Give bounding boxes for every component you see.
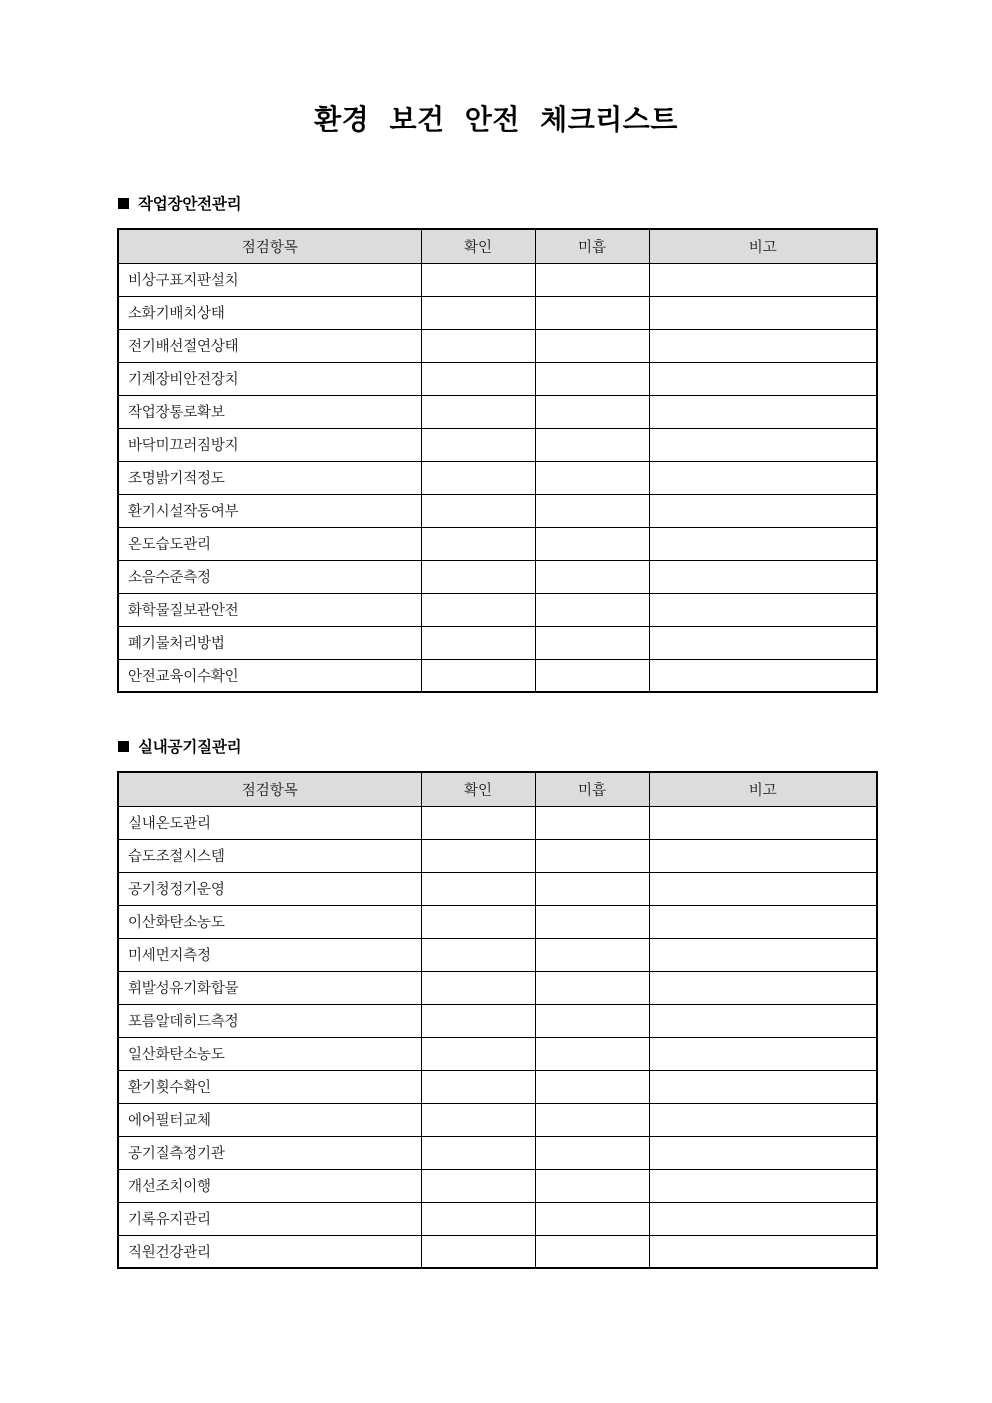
check-ok-cell[interactable] — [421, 461, 535, 494]
checklist-item-label: 습도조절시스템 — [118, 839, 421, 872]
column-header-bad: 미흡 — [535, 772, 649, 806]
checklist-item-label: 휘발성유기화합물 — [118, 971, 421, 1004]
check-bad-cell[interactable] — [535, 806, 649, 839]
note-cell[interactable] — [649, 1169, 877, 1202]
checklist-item-label: 폐기물처리방법 — [118, 626, 421, 659]
note-cell[interactable] — [649, 593, 877, 626]
column-header-bad: 미흡 — [535, 229, 649, 263]
checklist-item-label: 바닥미끄러짐방지 — [118, 428, 421, 461]
table-row — [118, 1037, 877, 1070]
section-heading-label: 실내공기질관리 — [138, 738, 242, 756]
column-header-note: 비고 — [649, 772, 877, 806]
check-bad-cell[interactable] — [535, 1136, 649, 1169]
check-bad-cell[interactable] — [535, 593, 649, 626]
check-ok-cell[interactable] — [421, 494, 535, 527]
check-bad-cell[interactable] — [535, 560, 649, 593]
table-row — [118, 593, 877, 626]
table-row — [118, 461, 877, 494]
table-row — [118, 971, 877, 1004]
note-cell[interactable] — [649, 938, 877, 971]
checklist-item-label: 비상구표지판설치 — [118, 263, 421, 296]
note-cell[interactable] — [649, 1103, 877, 1136]
table-row — [118, 839, 877, 872]
table-header-row — [118, 229, 877, 263]
table-row — [118, 1235, 877, 1268]
table-row — [118, 494, 877, 527]
table-row — [118, 1103, 877, 1136]
note-cell[interactable] — [649, 527, 877, 560]
checklist-item-label: 공기질측정기관 — [118, 1136, 421, 1169]
page-title: 환경 보건 안전 체크리스트 — [314, 103, 678, 136]
check-ok-cell[interactable] — [421, 806, 535, 839]
table-row — [118, 395, 877, 428]
checklist-item-label: 실내온도관리 — [118, 806, 421, 839]
table-row — [118, 296, 877, 329]
table-row — [118, 1070, 877, 1103]
checklist-item-label: 기록유지관리 — [118, 1202, 421, 1235]
check-ok-cell[interactable] — [421, 1004, 535, 1037]
checklist-item-label: 소음수준측정 — [118, 560, 421, 593]
column-header-ok: 확인 — [421, 229, 535, 263]
table-row — [118, 428, 877, 461]
note-cell[interactable] — [649, 1037, 877, 1070]
check-ok-cell[interactable] — [421, 395, 535, 428]
checklist-item-label: 개선조치이행 — [118, 1169, 421, 1202]
table-row — [118, 560, 877, 593]
column-header-item: 점검항목 — [118, 772, 421, 806]
check-ok-cell[interactable] — [421, 560, 535, 593]
checklist-item-label: 에어필터교체 — [118, 1103, 421, 1136]
check-bad-cell[interactable] — [535, 527, 649, 560]
check-bad-cell[interactable] — [535, 494, 649, 527]
checklist-item-label: 일산화탄소농도 — [118, 1037, 421, 1070]
note-cell[interactable] — [649, 428, 877, 461]
check-ok-cell[interactable] — [421, 1103, 535, 1136]
checklist-item-label: 화학물질보관안전 — [118, 593, 421, 626]
check-bad-cell[interactable] — [535, 1004, 649, 1037]
table-row — [118, 905, 877, 938]
check-bad-cell[interactable] — [535, 659, 649, 692]
section-bullet-icon — [118, 198, 129, 209]
checklist-item-label: 조명밝기적정도 — [118, 461, 421, 494]
check-bad-cell[interactable] — [535, 296, 649, 329]
column-header-item: 점검항목 — [118, 229, 421, 263]
check-ok-cell[interactable] — [421, 1169, 535, 1202]
check-ok-cell[interactable] — [421, 1070, 535, 1103]
section-heading-label: 작업장안전관리 — [138, 195, 242, 213]
check-ok-cell[interactable] — [421, 1136, 535, 1169]
check-ok-cell[interactable] — [421, 428, 535, 461]
note-cell[interactable] — [649, 1235, 877, 1268]
check-bad-cell[interactable] — [535, 329, 649, 362]
checklist-item-label: 기계장비안전장치 — [118, 362, 421, 395]
table-row — [118, 1202, 877, 1235]
note-cell[interactable] — [649, 560, 877, 593]
section-heading-workplace-safety — [118, 194, 241, 214]
table-row — [118, 1004, 877, 1037]
check-ok-cell[interactable] — [421, 362, 535, 395]
check-ok-cell[interactable] — [421, 263, 535, 296]
table-row — [118, 626, 877, 659]
note-cell[interactable] — [649, 1004, 877, 1037]
section-bullet-icon — [118, 741, 129, 752]
note-cell[interactable] — [649, 1136, 877, 1169]
table-row — [118, 263, 877, 296]
checklist-item-label: 온도습도관리 — [118, 527, 421, 560]
note-cell[interactable] — [649, 494, 877, 527]
table-row — [118, 938, 877, 971]
table-row — [118, 329, 877, 362]
check-bad-cell[interactable] — [535, 971, 649, 1004]
checklist-item-label: 직원건강관리 — [118, 1235, 421, 1268]
note-cell[interactable] — [649, 1202, 877, 1235]
note-cell[interactable] — [649, 329, 877, 362]
check-ok-cell[interactable] — [421, 659, 535, 692]
note-cell[interactable] — [649, 461, 877, 494]
check-ok-cell[interactable] — [421, 905, 535, 938]
check-bad-cell[interactable] — [535, 1037, 649, 1070]
check-ok-cell[interactable] — [421, 1202, 535, 1235]
check-bad-cell[interactable] — [535, 1103, 649, 1136]
note-cell[interactable] — [649, 263, 877, 296]
table-row — [118, 659, 877, 692]
checklist-item-label: 안전교육이수확인 — [118, 659, 421, 692]
check-bad-cell[interactable] — [535, 1202, 649, 1235]
check-ok-cell[interactable] — [421, 626, 535, 659]
note-cell[interactable] — [649, 659, 877, 692]
check-ok-cell[interactable] — [421, 1235, 535, 1268]
note-cell[interactable] — [649, 872, 877, 905]
check-ok-cell[interactable] — [421, 296, 535, 329]
table-row — [118, 1136, 877, 1169]
checklist-item-label: 미세먼지측정 — [118, 938, 421, 971]
checklist-item-label: 소화기배치상태 — [118, 296, 421, 329]
note-cell[interactable] — [649, 626, 877, 659]
checklist-table-workplace-safety — [117, 228, 878, 693]
note-cell[interactable] — [649, 839, 877, 872]
check-bad-cell[interactable] — [535, 428, 649, 461]
check-ok-cell[interactable] — [421, 527, 535, 560]
checklist-item-label: 전기배선절연상태 — [118, 329, 421, 362]
column-header-note: 비고 — [649, 229, 877, 263]
table-row — [118, 1169, 877, 1202]
note-cell[interactable] — [649, 395, 877, 428]
table-row — [118, 362, 877, 395]
table-header-row — [118, 772, 877, 806]
checklist-item-label: 작업장통로확보 — [118, 395, 421, 428]
check-bad-cell[interactable] — [535, 872, 649, 905]
check-bad-cell[interactable] — [535, 1235, 649, 1268]
note-cell[interactable] — [649, 1070, 877, 1103]
checklist-item-label: 이산화탄소농도 — [118, 905, 421, 938]
note-cell[interactable] — [649, 971, 877, 1004]
check-ok-cell[interactable] — [421, 872, 535, 905]
check-ok-cell[interactable] — [421, 1037, 535, 1070]
check-bad-cell[interactable] — [535, 626, 649, 659]
check-ok-cell[interactable] — [421, 593, 535, 626]
checklist-item-label: 포름알데히드측정 — [118, 1004, 421, 1037]
check-bad-cell[interactable] — [535, 938, 649, 971]
section-heading-indoor-air-quality — [118, 737, 241, 757]
table-row — [118, 872, 877, 905]
check-bad-cell[interactable] — [535, 1070, 649, 1103]
checklist-item-label: 환기횟수확인 — [118, 1070, 421, 1103]
table-row — [118, 806, 877, 839]
table-row — [118, 527, 877, 560]
note-cell[interactable] — [649, 806, 877, 839]
check-bad-cell[interactable] — [535, 263, 649, 296]
check-ok-cell[interactable] — [421, 329, 535, 362]
note-cell[interactable] — [649, 905, 877, 938]
check-ok-cell[interactable] — [421, 938, 535, 971]
check-ok-cell[interactable] — [421, 971, 535, 1004]
check-ok-cell[interactable] — [421, 839, 535, 872]
check-bad-cell[interactable] — [535, 839, 649, 872]
checklist-item-label: 환기시설작동여부 — [118, 494, 421, 527]
checklist-item-label: 공기청정기운영 — [118, 872, 421, 905]
check-bad-cell[interactable] — [535, 461, 649, 494]
checklist-table-indoor-air-quality — [117, 771, 878, 1269]
note-cell[interactable] — [649, 362, 877, 395]
note-cell[interactable] — [649, 296, 877, 329]
check-bad-cell[interactable] — [535, 395, 649, 428]
check-bad-cell[interactable] — [535, 1169, 649, 1202]
column-header-ok: 확인 — [421, 772, 535, 806]
check-bad-cell[interactable] — [535, 362, 649, 395]
check-bad-cell[interactable] — [535, 905, 649, 938]
